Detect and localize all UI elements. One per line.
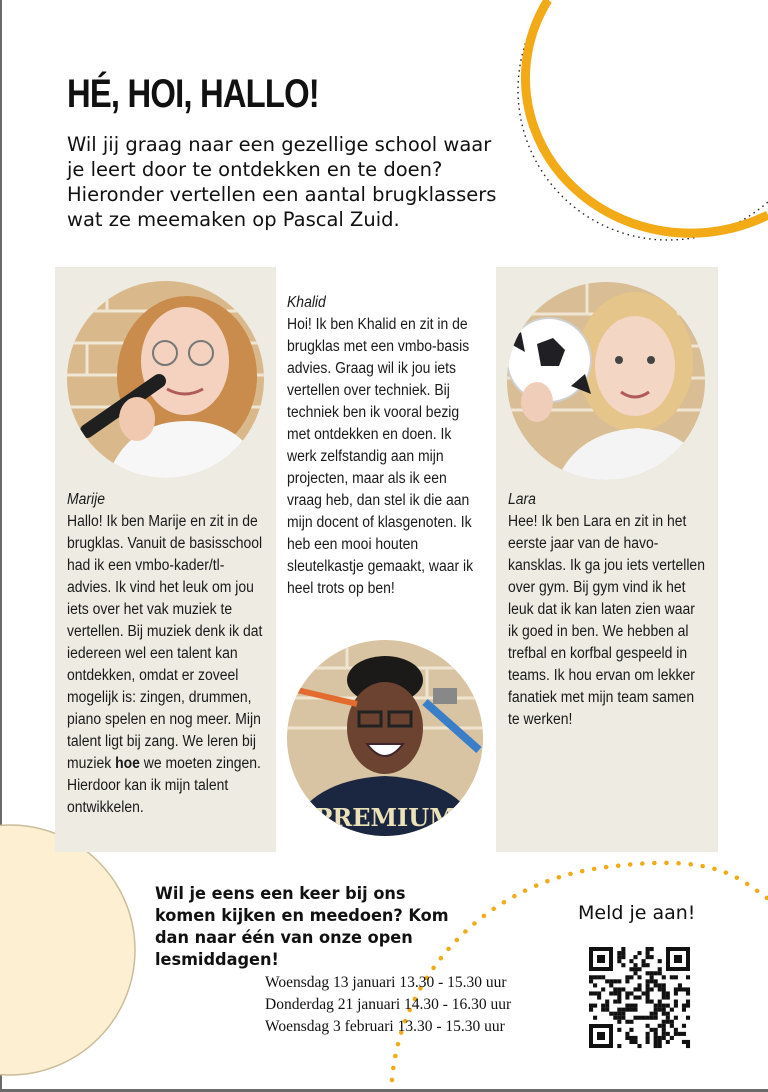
signup-label: Meld je aan! [578,902,696,924]
orange-arc-icon [525,0,768,233]
yellow-circle-icon [0,825,135,1075]
student-name: Lara [508,491,536,508]
story-lara: Lara Hee! Ik ben Lara en zit in het eerste jaar van de havo-kansklas. Ik ga jou iets vertellen over gym. Bij gym vind ik het leuk dat ik kan laten zien waar ik goed in ben. We hebben al trefbal en korfbal gespeeld in teams. Ik hou ervan om lekker fanatiek met mijn team samen te werken! [508,489,708,731]
open-day-dates [265,972,511,1038]
date-item: Woensdag 13 januari 13.30 - 15.30 uur [265,974,507,991]
girl-with-football-photo [507,282,705,480]
page-title: HÉ, HOI, HALLO! [67,72,319,116]
emphasis-word: hoe [115,755,140,772]
girl-with-microphone-photo [67,281,264,478]
student-name: Khalid [287,294,326,311]
date-item: Woensdag 3 februari 13.30 - 15.30 uur [265,1018,505,1035]
student-name: Marije [67,491,105,508]
shirt-text: PREMIUM [314,803,456,832]
story-khalid: Khalid Hoi! Ik ben Khalid en zit in de brugklas met een vmbo-basis advies. Graag wil ik jou iets vertellen over techniek. Bij techniek ben ik vooral bezig met ontdekken en doen. Ik werk zelfstandig aan mijn projecten, maar als ik een vraag heb, dan stel ik die aan mijn docent of klasgenoten. Ik heb een mooi houten sleutelkastje gemaakt, waar ik heel trots op ben! [287,292,482,600]
open-day-invitation: Wil je eens een keer bij ons komen kijken en meedoen? Kom dan naar één van onze open lesmiddagen! [155,884,449,970]
story-marije: Marije Hallo! Ik ben Marije en zit in de brugklas. Vanuit de basisschool had ik een vmbo-kader/tl-advies. Ik vind het leuk om jou iets over het vak muziek te vertellen. Bij muziek denk ik dat iedereen wel een talent kan ontdekken, omdat er zoveel mogelijk is: zingen, drummen, piano spelen en nog meer. Mijn talent ligt bij zang. We leren bij muziek hoe we moeten zingen. Hierdoor kan ik mijn talent ontwikkelen. [67,489,267,819]
date-item: Donderdag 21 januari 14.30 - 16.30 uur [265,996,512,1013]
intro-text: Wil jij graag naar een gezellige school waar je leert door te ontdekken en te doen? Hieronder vertellen een aantal brugklassers wat ze meemaken op Pascal Zuid. [67,133,497,231]
dotted-ring-icon [518,0,768,240]
boy-with-tools-photo [287,640,483,836]
qr-code-icon[interactable] [587,945,692,1050]
